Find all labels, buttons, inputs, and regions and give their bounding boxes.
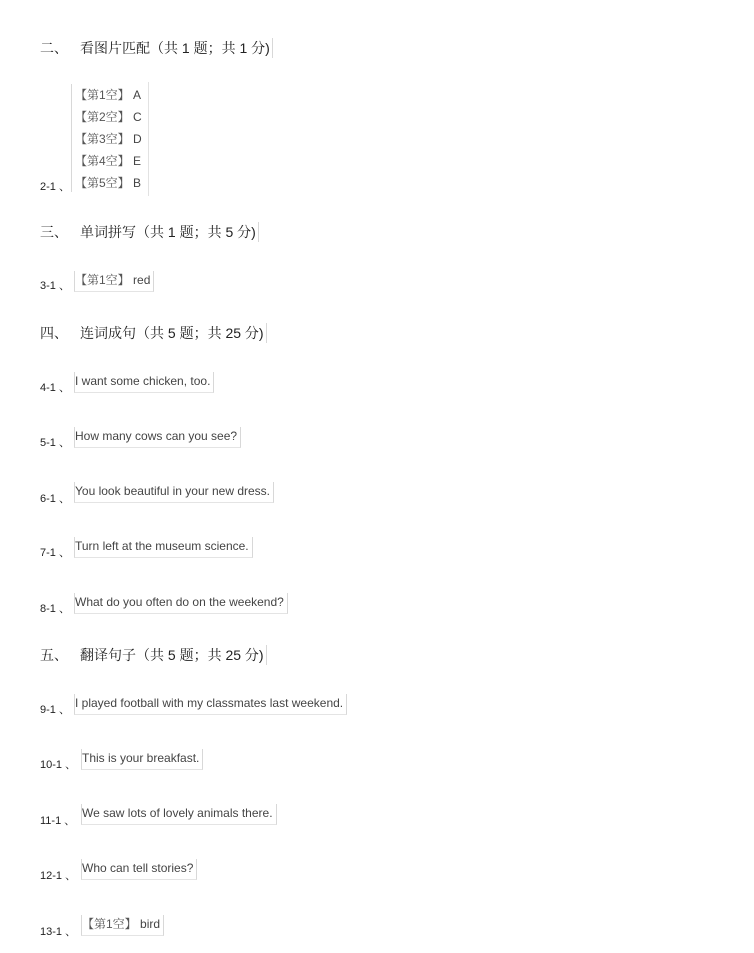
question-number: 4-1 、	[40, 382, 70, 394]
question-number: 11-1 、	[40, 815, 76, 827]
blank-row	[75, 106, 142, 128]
question-number: 3-1 、	[40, 280, 70, 292]
answer-6-1: You look beautiful in your new dress.	[74, 482, 274, 503]
answer-7-1: Turn left at the museum science.	[74, 537, 253, 558]
answer-11-1: We saw lots of lovely animals there.	[81, 804, 277, 825]
question-number: 7-1 、	[40, 547, 70, 559]
section-heading-2	[40, 38, 273, 58]
blank-value: C	[133, 110, 142, 124]
blank-row	[75, 84, 142, 106]
section-heading-4	[40, 323, 267, 343]
answer-4-1: I want some chicken, too.	[74, 372, 214, 393]
answer-12-1: Who can tell stories?	[81, 859, 197, 880]
answer-box-2-1	[73, 82, 149, 196]
question-number: 13-1 、	[40, 926, 77, 938]
answer-divider	[71, 84, 72, 192]
question-number: 2-1 、	[40, 181, 70, 193]
question-number: 10-1 、	[40, 759, 77, 771]
blank-row	[75, 172, 142, 194]
section-heading-5	[40, 645, 267, 665]
blank-value: bird	[140, 917, 161, 931]
section-title: 单词拼写（共 1 题；共 5 分)	[80, 224, 256, 240]
answer-8-1: What do you often do on the weekend?	[74, 593, 288, 614]
blank-value: D	[133, 132, 142, 146]
answer-3-1	[74, 271, 154, 292]
section-number: 五、	[40, 647, 68, 663]
blank-row	[75, 128, 142, 150]
section-number: 四、	[40, 325, 68, 341]
answer-10-1: This is your breakfast.	[81, 749, 203, 770]
blank-tag: 【第2空】	[75, 110, 130, 124]
blank-tag: 【第1空】	[82, 917, 137, 931]
question-number: 8-1 、	[40, 603, 70, 615]
blank-row	[75, 150, 142, 172]
blank-value: E	[133, 154, 142, 168]
section-number: 二、	[40, 40, 68, 56]
section-title: 看图片匹配（共 1 题；共 1 分)	[80, 40, 270, 56]
section-title: 翻译句子（共 5 题；共 25 分)	[80, 647, 264, 663]
answer-5-1: How many cows can you see?	[74, 427, 241, 448]
question-number: 5-1 、	[40, 437, 70, 449]
blank-tag: 【第5空】	[75, 176, 130, 190]
answer-9-1: I played football with my classmates last weekend.	[74, 694, 347, 715]
blank-value: A	[133, 88, 142, 102]
blank-tag: 【第1空】	[75, 273, 130, 287]
blank-tag: 【第1空】	[75, 88, 130, 102]
blank-value: red	[133, 273, 151, 287]
question-number: 12-1 、	[40, 870, 77, 882]
section-number: 三、	[40, 224, 68, 240]
question-number: 9-1 、	[40, 704, 70, 716]
blank-tag: 【第3空】	[75, 132, 130, 146]
section-title: 连词成句（共 5 题；共 25 分)	[80, 325, 264, 341]
blank-value: B	[133, 176, 142, 190]
question-number: 6-1 、	[40, 493, 70, 505]
blank-tag: 【第4空】	[75, 154, 130, 168]
answer-13-1	[81, 915, 164, 936]
section-heading-3	[40, 222, 259, 242]
